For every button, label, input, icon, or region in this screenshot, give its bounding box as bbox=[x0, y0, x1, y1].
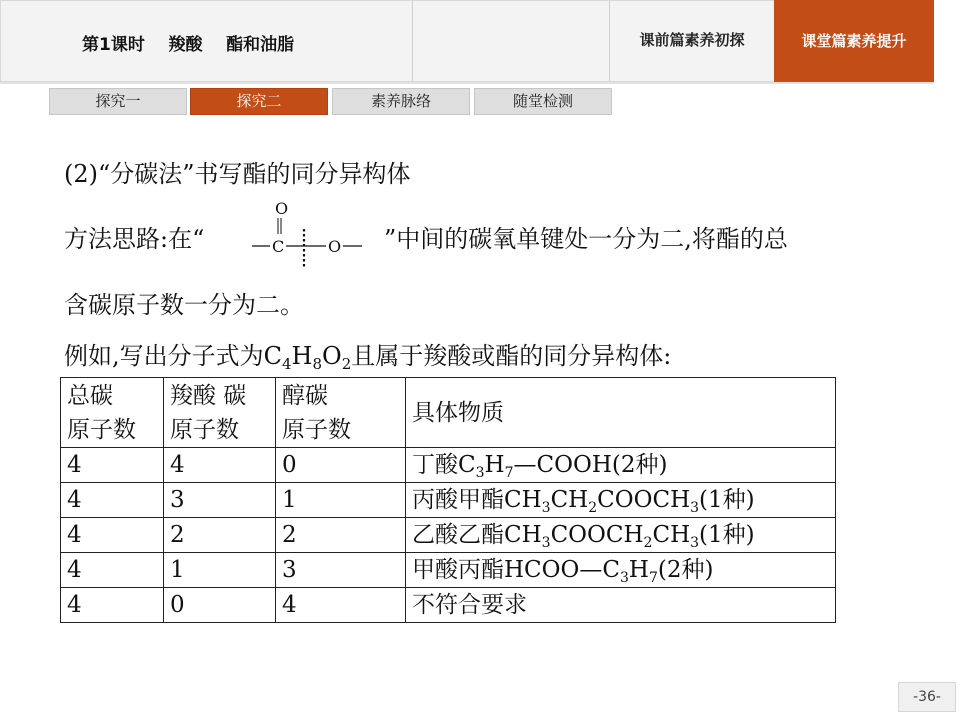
cell-alcohol-carbon: 3 bbox=[276, 553, 406, 588]
table-row bbox=[61, 588, 836, 623]
subscript: 3 bbox=[690, 534, 700, 551]
subscript: 3 bbox=[690, 499, 700, 516]
substance-text: COOCH bbox=[597, 486, 691, 513]
tab-class-test[interactable]: 随堂检测 bbox=[474, 88, 612, 115]
example-text: O bbox=[322, 342, 342, 370]
subscript: 3 bbox=[475, 464, 485, 481]
table-row bbox=[61, 483, 836, 518]
col-header-total-carbon: 总碳 原子数 bbox=[61, 378, 164, 448]
substance-text: CH bbox=[652, 521, 691, 548]
isomer-table bbox=[60, 377, 836, 623]
subscript: 3 bbox=[541, 499, 551, 516]
subscript: 7 bbox=[648, 569, 658, 586]
substance-text: 乙酸乙酯CH bbox=[412, 521, 542, 548]
cell-acid-carbon: 2 bbox=[164, 518, 276, 553]
substance-text: 甲酸丙酯HCOO—C bbox=[412, 556, 620, 583]
formula-carbonyl-oxygen: O bbox=[275, 199, 289, 218]
subscript: 2 bbox=[643, 534, 653, 551]
lesson-title: 第1课时 羧酸 酯和油脂 bbox=[82, 35, 295, 55]
cell-substance bbox=[406, 553, 836, 588]
col-header-acid-carbon: 羧酸 碳 原子数 bbox=[164, 378, 276, 448]
method-text-cont: 含碳原子数一分为二。 bbox=[64, 291, 304, 319]
table-header-row bbox=[61, 378, 836, 448]
col-header-alcohol-carbon: 醇碳 原子数 bbox=[276, 378, 406, 448]
cell-total-carbon: 4 bbox=[61, 483, 164, 518]
substance-text: (1种) bbox=[699, 521, 755, 548]
cell-substance bbox=[406, 588, 836, 623]
substance-text: H bbox=[484, 451, 505, 478]
substance-text: (1种) bbox=[699, 486, 755, 513]
header-divider bbox=[412, 1, 413, 81]
nav-preclass-button[interactable]: 课前篇素养初探 bbox=[639, 31, 745, 49]
ester-linkage-formula bbox=[246, 195, 371, 275]
substance-text: CH bbox=[550, 486, 589, 513]
method-text-end: ”中间的碳氧单键处一分为二,将酯的总 bbox=[384, 225, 788, 253]
nav-inclass-button[interactable]: 课堂篇素养提升 bbox=[774, 0, 934, 82]
example-prompt bbox=[64, 336, 671, 371]
substance-text: —COOH(2种) bbox=[513, 451, 668, 478]
cell-substance bbox=[406, 448, 836, 483]
cell-substance bbox=[406, 518, 836, 553]
cell-acid-carbon: 0 bbox=[164, 588, 276, 623]
formula-ester-oxygen: O bbox=[328, 237, 342, 256]
cell-total-carbon: 4 bbox=[61, 588, 164, 623]
cell-total-carbon: 4 bbox=[61, 448, 164, 483]
tab-explore-1[interactable]: 探究一 bbox=[49, 88, 187, 115]
formula-carbon: C bbox=[272, 237, 285, 256]
table-row bbox=[61, 448, 836, 483]
subscript: 8 bbox=[312, 355, 323, 373]
cell-total-carbon: 4 bbox=[61, 553, 164, 588]
table-row bbox=[61, 518, 836, 553]
example-text: 且属于羧酸或酯的同分异构体: bbox=[351, 342, 672, 370]
col-header-substance: 具体物质 bbox=[406, 378, 836, 448]
substance-text: 不符合要求 bbox=[412, 591, 527, 618]
substance-text: (2种) bbox=[657, 556, 714, 583]
cell-alcohol-carbon: 0 bbox=[276, 448, 406, 483]
table-row bbox=[61, 553, 836, 588]
subscript: 7 bbox=[504, 464, 514, 481]
header bbox=[0, 0, 960, 82]
cell-alcohol-carbon: 1 bbox=[276, 483, 406, 518]
tab-explore-2[interactable]: 探究二 bbox=[190, 88, 328, 115]
cell-alcohol-carbon: 4 bbox=[276, 588, 406, 623]
substance-text: 丁酸C bbox=[412, 451, 476, 478]
cell-acid-carbon: 4 bbox=[164, 448, 276, 483]
method-text-start: 方法思路:在“ bbox=[64, 225, 205, 253]
cell-total-carbon: 4 bbox=[61, 518, 164, 553]
substance-text: COOCH bbox=[550, 521, 644, 548]
subscript: 4 bbox=[282, 355, 292, 373]
cell-acid-carbon: 3 bbox=[164, 483, 276, 518]
subscript: 2 bbox=[588, 499, 598, 516]
example-text: H bbox=[291, 342, 313, 370]
page-number: -36- bbox=[898, 682, 956, 712]
subscript: 3 bbox=[541, 534, 551, 551]
header-shadow bbox=[0, 82, 934, 84]
cell-alcohol-carbon: 2 bbox=[276, 518, 406, 553]
substance-text: H bbox=[628, 556, 649, 583]
cell-acid-carbon: 1 bbox=[164, 553, 276, 588]
section-heading: (2)“分碳法”书写酯的同分异构体 bbox=[64, 160, 411, 188]
tab-literacy-outline[interactable]: 素养脉络 bbox=[332, 88, 470, 115]
subscript: 3 bbox=[619, 569, 629, 586]
substance-text: 丙酸甲酯CH bbox=[412, 486, 542, 513]
example-text: 例如,写出分子式为C bbox=[64, 342, 282, 370]
cell-substance bbox=[406, 483, 836, 518]
subscript: 2 bbox=[341, 355, 352, 373]
